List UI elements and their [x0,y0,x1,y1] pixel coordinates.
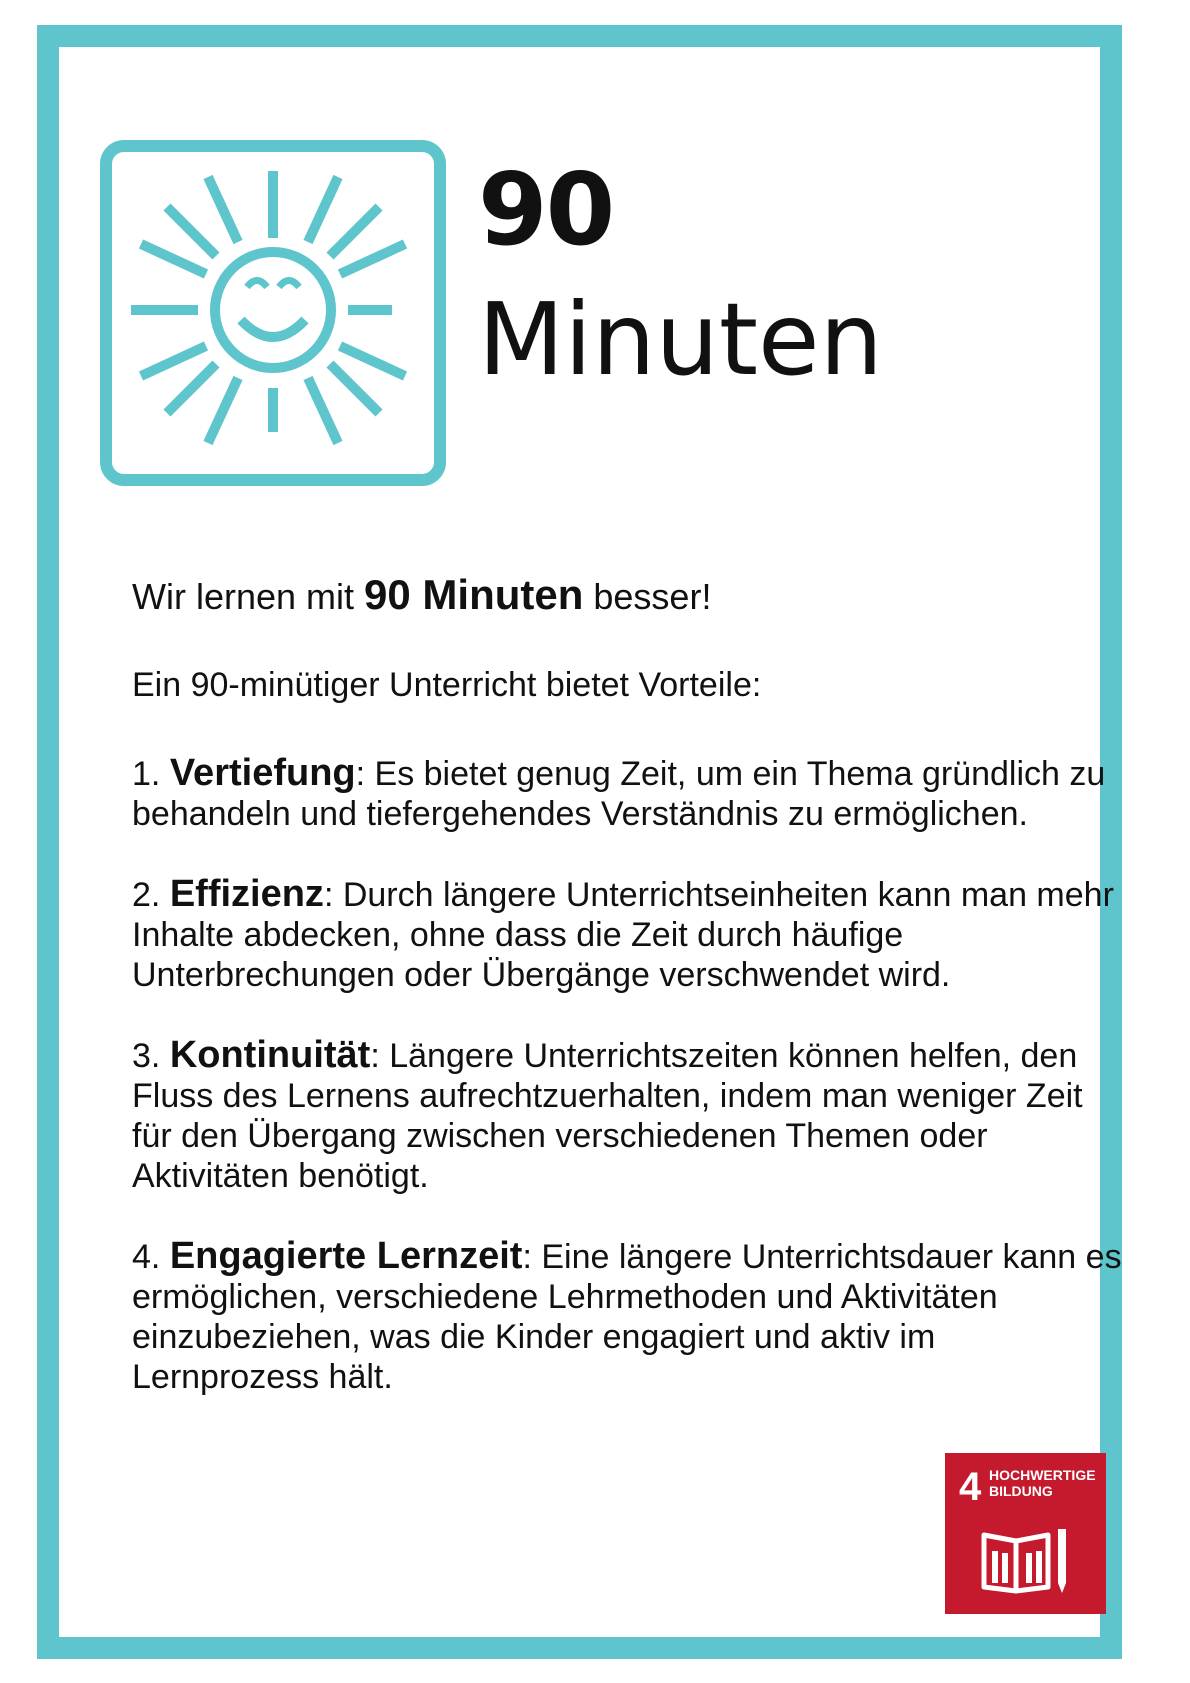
benefit-term: Effizienz [169,873,324,915]
benefit-item [132,1035,1122,1196]
benefit-term: Kontinuität [169,1034,371,1076]
sdg-number: 4 [959,1465,982,1509]
benefit-text: : Durch längere Unterrichtseinheiten kann man mehr Inhalte abdecken, ohne dass die Zeit durch häufige Unterbrechungen oder Übergänge verschwendet wird. [132,876,1114,994]
intro-sentence: Ein 90-minütiger Unterricht bietet Vorteile: [132,666,762,704]
lead-sentence [132,571,1122,618]
lead-after: besser! [583,576,712,617]
benefit-item [132,1236,1122,1397]
benefit-item [132,753,1122,834]
benefit-text: : Eine längere Unterrichtsdauer kann es ermöglichen, verschiedene Lehrmethoden und Aktivitäten einzubeziehen, was die Kinder engagiert und aktiv im Lernprozess hält. [132,1238,1122,1396]
sdg-title-line: HOCHWERTIGE [989,1467,1096,1483]
benefit-number: 4. [132,1238,170,1276]
benefit-term: Engagierte Lernzeit [169,1235,523,1277]
duration-number: 90 [478,151,614,268]
benefit-text: : Längere Unterrichtszeiten können helfen, den Fluss des Lernens aufrechtzuerhalten, indem man weniger Zeit für den Übergang zwischen verschiedenen Themen oder Aktivitäten benötigt. [132,1037,1083,1195]
benefit-item [132,874,1122,995]
sdg-title-line: BILDUNG [989,1483,1053,1499]
lead-bold: 90 Minuten [364,571,584,618]
smiling-sun-icon [112,152,434,474]
duration-unit: Minuten [478,281,883,398]
sdg-title [989,1467,1096,1499]
lead-before: Wir lernen mit [132,576,365,617]
main-text [132,571,1122,1437]
book-pencil-icon [980,1525,1072,1595]
benefit-term: Vertiefung [169,752,356,794]
sun-logo [100,140,446,486]
benefit-number: 2. [132,876,170,914]
benefit-number: 3. [132,1037,170,1075]
sdg-badge [945,1453,1106,1614]
benefit-number: 1. [132,755,170,793]
benefit-text: : Es bietet genug Zeit, um ein Thema gründlich zu behandeln und tiefergehendes Verständnis zu ermöglichen. [132,755,1106,833]
